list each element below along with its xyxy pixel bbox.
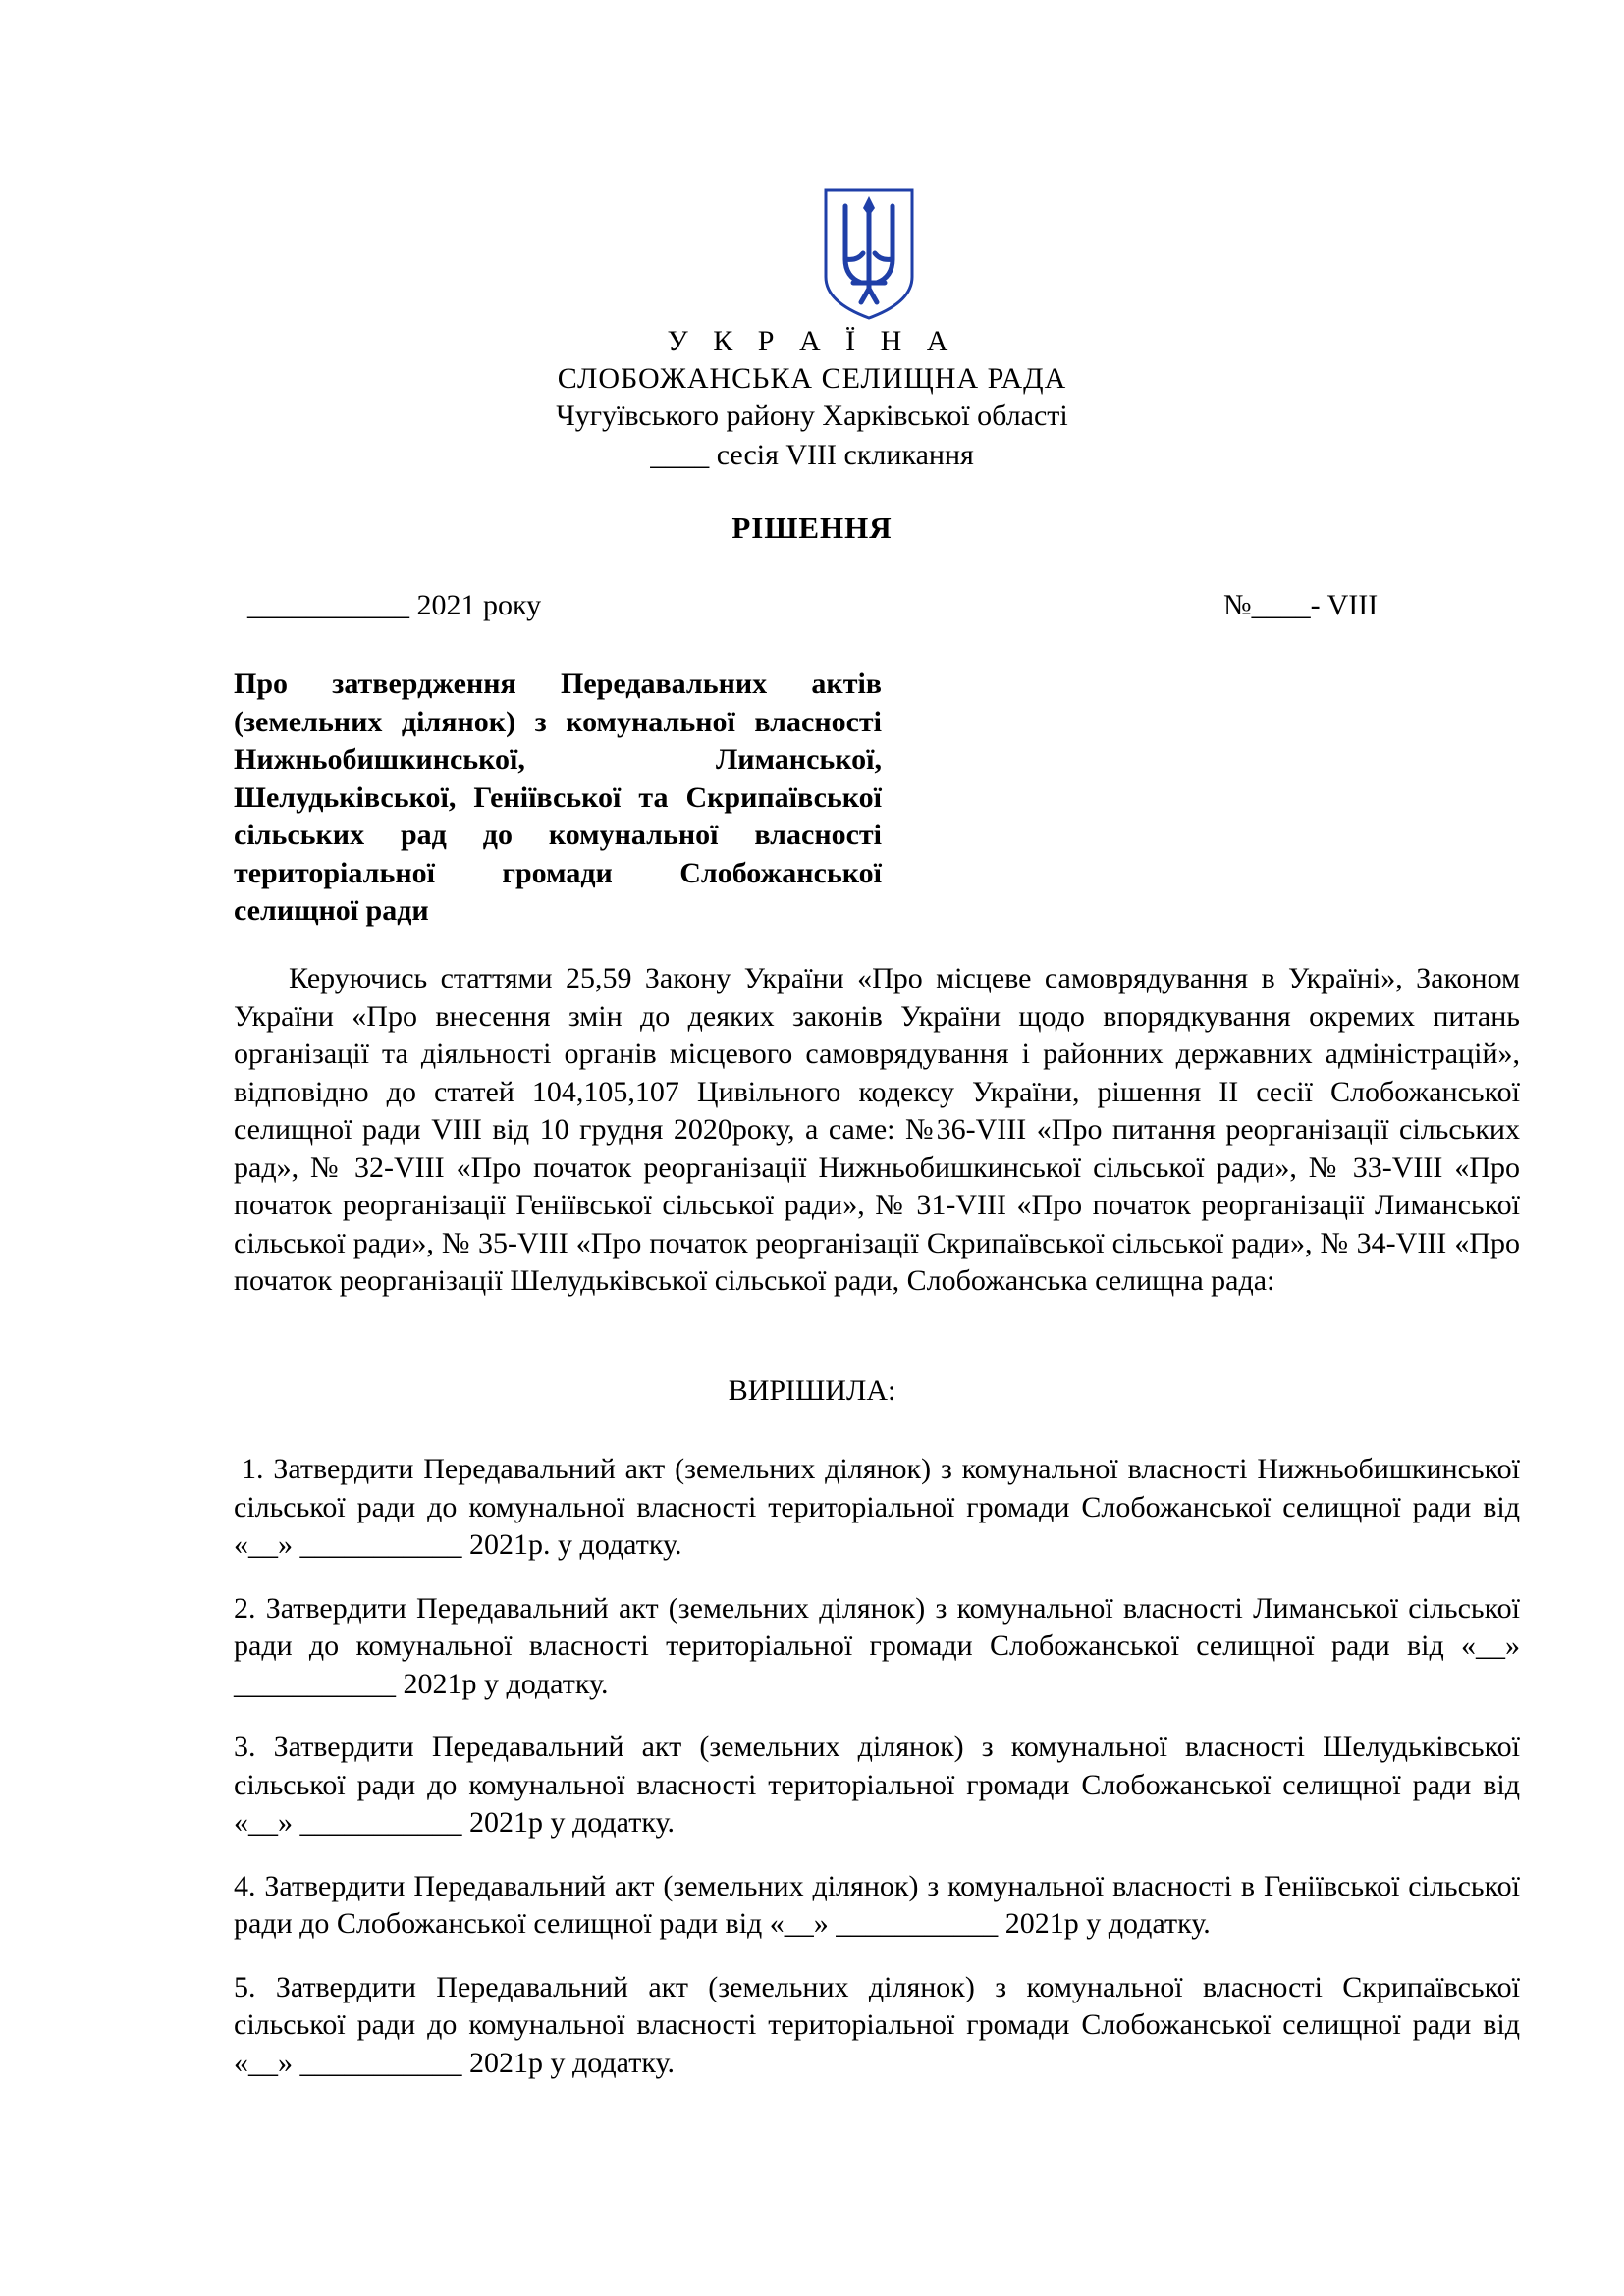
preamble-paragraph: Керуючись статтями 25,59 Закону України «Про місцеве самоврядування в Україні», Законом України «Про внесення змін до деяких законів України щодо впорядкування окремих питань організації та діяльності органів місцевого самоврядування і районних державних адміністрацій», відповідно до статей 104,105,107 Цивільного кодексу України, рішення ІІ сесії Слобожанської селищної ради VIII від 10 грудня 2020року, а саме: №36-VIII «Про питання реорганізації сільських рад», № 32-VIII «Про початок реорганізації Нижньобишкинської сільської ради», № 33-VIII «Про початок реорганізації Геніївської сільської ради», № 31-VIII «Про початок реорганізації Лиманської сільської ради», № 35-VIII «Про початок реорганізації Скрипаївської сільської ради», № 34-VIII «Про початок реорганізації Шелудьківської сільської ради, Слобожанська селищна рада:: [234, 962, 1520, 1297]
document-title: РІШЕННЯ: [731, 510, 893, 545]
decision-date: ___________ 2021 року: [247, 589, 542, 621]
decision-subject: Про затвердження Передавальних актів (земельних ділянок) з комунальної власності Нижньобишкинської, Лиманської, Шелудьківської, Геніївської та Скрипаївської сільських рад до комунальної власності територіальної громади Слобожанської селищної ради: [234, 667, 882, 927]
resolution-heading: ВИРІШИЛА:: [728, 1374, 896, 1407]
country-name: У К Р А Ї Н А: [667, 325, 957, 357]
resolution-item-2: 2. Затвердити Передавальний акт (земельних ділянок) з комунальної власності Лиманської сільської ради до комунальної власності територіальної громади Слобожанської селищної ради від «__» ___________ 2021р у додатку.: [234, 1591, 1520, 1700]
session-line: ____ сесія VIII скликання: [650, 439, 974, 471]
resolution-item-3: 3. Затвердити Передавальний акт (земельних ділянок) з комунальної власності Шелудьківської сільської ради до комунальної власності територіальної громади Слобожанської селищної ради від «__» ___________ 2021р у додатку.: [234, 1731, 1520, 1839]
decision-number: №____- VIII: [1223, 589, 1379, 621]
resolution-items: [234, 1451, 1520, 2108]
resolution-item-1: 1. Затвердити Передавальний акт (земельних ділянок) з комунальної власності Нижньобишкинської сільської ради до комунальної власності територіальної громади Слобожанської селищної ради від «__» ___________ 2021р. у додатку.: [234, 1453, 1520, 1561]
district-line: Чугуївського району Харківської області: [556, 400, 1068, 432]
resolution-item-5: 5. Затвердити Передавальний акт (земельних ділянок) з комунальної власності Скрипаївської сільської ради до комунальної власності територіальної громади Слобожанської селищної ради від «__» ___________ 2021р у додатку.: [234, 1970, 1520, 2079]
council-name: СЛОБОЖАНСЬКА СЕЛИЩНА РАДА: [557, 362, 1067, 395]
trident-coat-of-arms-icon: [820, 187, 918, 322]
resolution-item-4: 4. Затвердити Передавальний акт (земельних ділянок) з комунальної власності в Геніївської сільської ради до Слобожанської селищної ради від «__» ___________ 2021р у додатку.: [234, 1869, 1520, 1940]
